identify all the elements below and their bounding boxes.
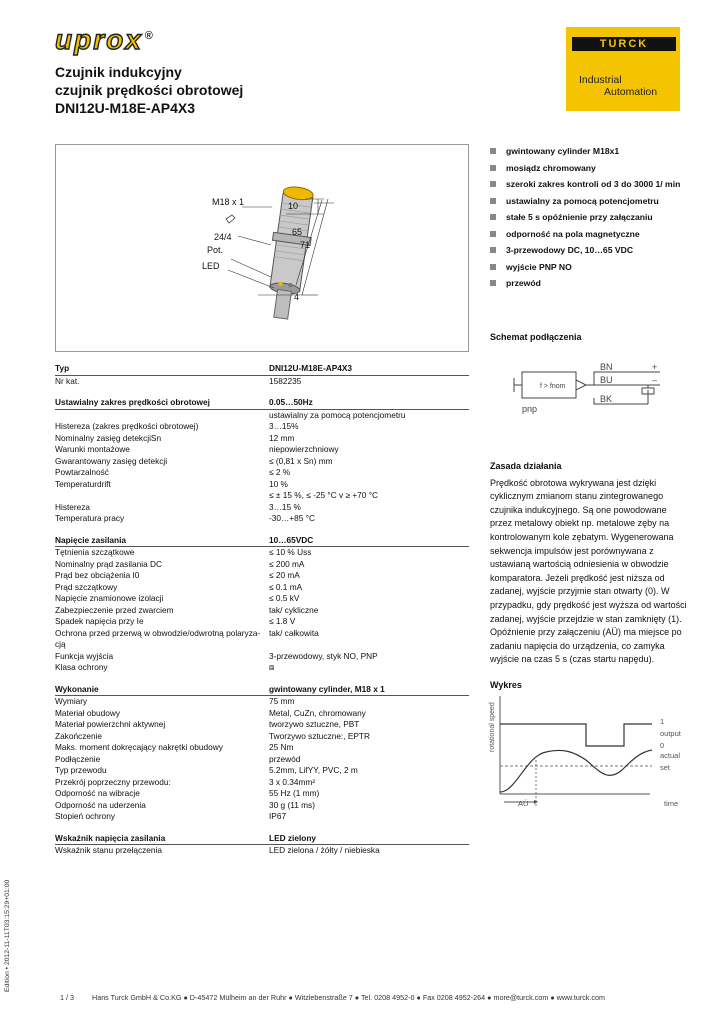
table-row: Odporność na uderzenia 30 g (11 ms) <box>55 799 315 810</box>
table-row: Histereza 3…15 % <box>55 501 301 512</box>
table-row: Funkcja wyjścia 3-przewodowy, styk NO, PNP <box>55 650 378 661</box>
feature-item: przewód <box>490 277 690 289</box>
chart-out-0: 0 <box>660 741 665 750</box>
tagline-automation: Automation <box>604 86 658 98</box>
feature-item: szeroki zakres kontroli od 3 do 3000 1/ min <box>490 178 690 190</box>
table-row: Podłączenie przewód <box>55 753 301 764</box>
feature-item: stałe 5 s opóźnienie przy załączaniu <box>490 211 690 223</box>
table-row: Zakończenie Tworzywo sztuczne:, EPTR <box>55 730 370 741</box>
tagline-industrial: Industrial <box>579 74 622 86</box>
label-led: LED <box>202 261 220 271</box>
spec-group-indicators <box>55 833 469 857</box>
terminal-minus: – <box>652 375 658 385</box>
chart-output: output <box>660 729 681 738</box>
chart-set: set <box>660 763 671 772</box>
spec-group-design <box>55 684 469 823</box>
feature-item: odporność na pola magnetyczne <box>490 228 690 240</box>
chart-actual: actual <box>660 751 681 760</box>
table-row: Ustawialny zakres prędkości obrotowej 0.05…50Hz <box>55 397 469 410</box>
spec-group-supply <box>55 535 469 674</box>
title-line-2: czujnik prędkości obrotowej <box>55 82 244 98</box>
turck-logo: TURCK <box>572 37 676 51</box>
feature-item: wyjście PNP NO <box>490 261 690 273</box>
table-row: Histereza (zakres prędkości obrotowej) 3…15% <box>55 421 299 431</box>
dim-65: 65 <box>292 227 303 237</box>
table-row: Prąd szczątkowy ≤ 0.1 mA <box>55 581 303 592</box>
chart-out-1: 1 <box>660 717 665 726</box>
table-row: Typ DNI12U-M18E-AP4X3 <box>55 363 469 376</box>
table-row: Typ przewodu 5.2mm, LifYY, PVC, 2 m <box>55 765 358 775</box>
table-row: Nominalny prąd zasilania DC ≤ 200 mA <box>55 558 305 569</box>
title-line-3: DNI12U-M18E-AP4X3 <box>55 100 196 116</box>
dim-71: 71 <box>300 240 311 250</box>
table-row: Warunki montażowe niepowierzchniowy <box>55 444 339 454</box>
table-row: Zabezpieczenie przed zwarciem tak/ cykliczne <box>55 604 319 615</box>
feature-item: ustawialny za pomocą potencjometru <box>490 195 690 207</box>
table-row: Temperaturdrift 10 % <box>55 478 288 489</box>
table-row: ≤ ± 15 %, ≤ -25 °C v ≥ +70 °C <box>269 490 379 500</box>
table-row: Napięcie znamionowe izolacji ≤ 0.5 kV <box>55 593 300 603</box>
wire-bn: BN <box>600 362 613 372</box>
wiring-heading: Schemat podłączenia <box>490 332 582 342</box>
table-row: Nr kat. 1582235 <box>55 375 302 386</box>
timing-chart <box>482 694 694 812</box>
table-row: Wymiary 75 mm <box>55 696 295 706</box>
footer-address: Hans Turck GmbH & Co.KG ● D-45472 Mülheim an der Ruhr ● Witzlebenstraße 7 ● Tel. 0208 4952-0 ● Fax 0208 4952-264 ● more@turck.com ● www.turck.com <box>92 993 605 1002</box>
feature-item: gwintowany cylinder M18x1 <box>490 145 690 157</box>
page-title <box>55 63 243 117</box>
table-row: Gwarantowany zasięg detekcji ≤ (0,81 x Sn) mm <box>55 455 333 466</box>
protection-class-icon: ⧈ <box>269 662 275 672</box>
table-row: Maks. moment dokręcający nakrętki obudowy 25 Nm <box>55 742 294 752</box>
output-type: pnp <box>522 404 538 414</box>
feature-item: mosiądz chromowany <box>490 162 690 174</box>
wire-bu: BU <box>600 375 613 385</box>
chart-au: AÜ <box>518 799 529 808</box>
table-row: Wskaźnik napięcia zasilania LED zielony <box>55 833 469 846</box>
label-thread: M18 x 1 <box>212 197 245 207</box>
terminal-plus: + <box>652 362 658 372</box>
feature-list <box>490 145 690 294</box>
block-label: f > fnom <box>540 383 566 390</box>
table-row: Napięcie zasilania 10…65VDC <box>55 535 469 548</box>
table-row: Temperatura pracy -30…+85 °C <box>55 513 315 523</box>
spec-group-type <box>55 363 469 387</box>
table-row: ustawialny za pomocą potencjometru <box>269 409 406 420</box>
table-row: Wykonanie gwintowany cylinder, M18 x 1 <box>55 684 469 697</box>
wiring-diagram <box>490 360 690 420</box>
table-row: Prąd bez obciążenia I0 ≤ 20 mA <box>55 570 300 580</box>
table-row: Stopień ochrony IP67 <box>55 811 287 821</box>
principle-text: Prędkość obrotowa wykrywana jest dzięki cyklicznym zmianom stanu zintegrowanego czujnika indukcyjnego. Są one powodowane przez metalowy obiekt np. metalowe zęby na kontrolowanym kole zębatym. Wygenerowana sekwencja impulsów jest porównywana z ustawianą wartością odniesienia w obwodzie komparatora. Jeżeli prędkość jest niższa od zadanej, wyjście przyjmie stan otwarty (0). W przypadku, gdy prędkość jest wyższa od wartości zadanej, wyjście przejdzie w stan zamknięty (1). Opóźnienie przy załączeniu (AÜ) ma miejsce po zadaniu napięcia do urządzenia, co zamyka wyjście na czas 5 s (czas startu napędu). <box>490 477 687 665</box>
table-row: Powtarzalność ≤ 2 % <box>55 467 291 477</box>
chart-heading: Wykres <box>490 680 522 690</box>
chart-ylabel: rotational speed <box>489 702 496 752</box>
label-wrench: 24/4 <box>214 232 232 242</box>
table-row: Nominalny zasięg detekcjiSn 12 mm <box>55 432 295 443</box>
spec-group-range <box>55 397 469 525</box>
wrench-icon <box>226 215 235 223</box>
dim-4: 4 <box>294 292 300 302</box>
table-row: Odporność na wibracje 55 Hz (1 mm) <box>55 788 320 798</box>
principle-heading: Zasada działania <box>490 461 562 471</box>
dim-10: 10 <box>288 201 299 211</box>
chart-time: time <box>664 799 679 808</box>
table-row: Spadek napięcia przy Ie ≤ 1.8 V <box>55 616 296 626</box>
title-line-1: Czujnik indukcyjny <box>55 64 182 80</box>
principle-section <box>490 460 690 667</box>
spec-table <box>55 363 469 867</box>
table-row: Ochrona przed przerwą w obwodzie/odwrotną polaryza-cją tak/ całkowita <box>55 627 319 649</box>
table-row: Wskaźnik stanu przełączenia LED zielona / żółty / niebieska <box>55 845 380 855</box>
sensor-drawing <box>56 145 468 351</box>
label-pot: Pot. <box>207 245 224 255</box>
table-row: Klasa ochrony ⧈ <box>55 662 469 674</box>
edition-stamp: Edition • 2012-11-11T03:15:29+01:00 <box>4 879 11 992</box>
wire-bk: BK <box>600 394 613 404</box>
product-drawing-frame <box>55 144 469 352</box>
table-row: Przekrój poprzeczny przewodu: 3 x 0.34mm² <box>55 776 316 787</box>
table-row: Materiał powierzchni aktywnej tworzywo sztuczne, PBT <box>55 719 360 729</box>
footer <box>60 993 605 1002</box>
feature-item: 3-przewodowy DC, 10…65 VDC <box>490 244 690 256</box>
uprox-logo: uprox ® <box>55 24 155 55</box>
table-row: Tętnienia szczątkowe ≤ 10 % Uss <box>55 547 312 557</box>
page-number: 1 / 3 <box>60 993 74 1002</box>
table-row: Materiał obudowy Metal, CuZn, chromowany <box>55 707 366 718</box>
